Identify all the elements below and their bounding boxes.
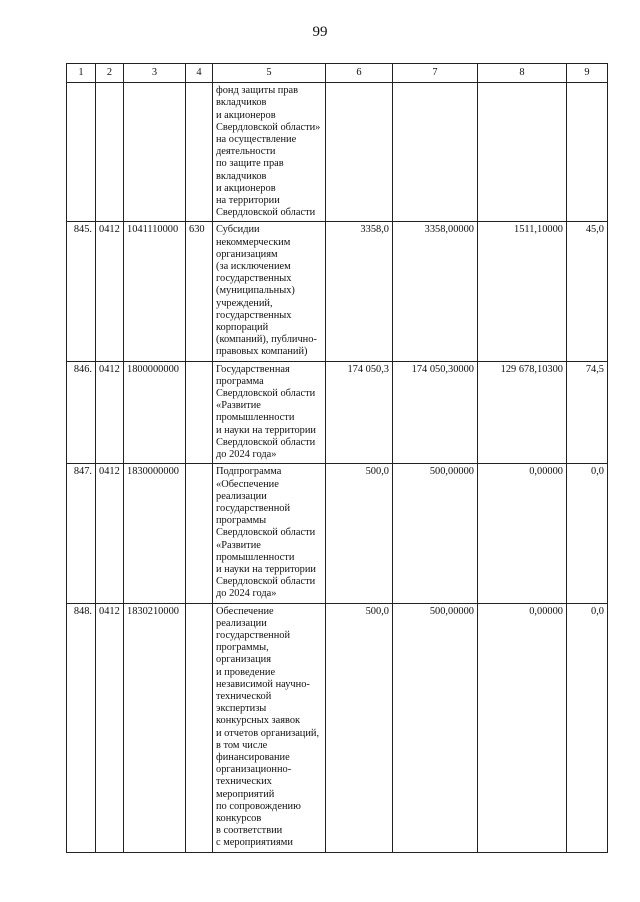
executed-amount: 1511,10000: [478, 222, 567, 361]
expense-type-code: [186, 603, 213, 852]
row-number: 845.: [67, 222, 96, 361]
item-name-line: мероприятий: [216, 788, 275, 800]
item-name: [213, 361, 326, 464]
item-name-line: в том числе: [216, 739, 268, 751]
executed-amount: 129 678,10300: [478, 361, 567, 464]
expense-type-code: 630: [186, 222, 213, 361]
header-col-2: 2: [96, 64, 124, 83]
execution-percent: [567, 83, 608, 222]
section-code: [96, 83, 124, 222]
item-name-line: организациям: [216, 248, 278, 260]
item-name-line: конкурсов: [216, 812, 262, 824]
item-name-line: и проведение: [216, 666, 276, 678]
planned-amount: 174 050,30000: [393, 361, 478, 464]
item-name-line: организация: [216, 654, 272, 666]
budget-table: [66, 63, 608, 853]
item-name-line: промышленности: [216, 551, 295, 563]
item-name-line: (компаний), публично-: [216, 334, 317, 346]
item-name-line: Подпрограмма: [216, 466, 282, 478]
execution-percent: 74,5: [567, 361, 608, 464]
approved-amount: 500,0: [326, 603, 393, 852]
item-name-line: государственных: [216, 309, 292, 321]
section-code: 0412: [96, 603, 124, 852]
header-row: [67, 64, 608, 83]
table-row: [67, 464, 608, 603]
header-col-7: 7: [393, 64, 478, 83]
approved-amount: 174 050,3: [326, 361, 393, 464]
page-number: 99: [312, 24, 328, 40]
item-name-line: некоммерческим: [216, 236, 291, 248]
item-name: [213, 464, 326, 603]
section-code: 0412: [96, 361, 124, 464]
item-name-line: (за исключением: [216, 261, 291, 273]
executed-amount: [478, 83, 567, 222]
item-name-line: Обеспечение: [216, 605, 274, 617]
item-name-line: по сопровождению: [216, 800, 301, 812]
header-col-1: 1: [67, 64, 96, 83]
item-name-line: Свердловской области: [216, 388, 316, 400]
item-name-line: технической: [216, 690, 272, 702]
table-row: [67, 222, 608, 361]
item-name-line: программы,: [216, 642, 269, 654]
approved-amount: 500,0: [326, 464, 393, 603]
item-name-line: Субсидии: [216, 224, 260, 236]
executed-amount: 0,00000: [478, 603, 567, 852]
header-col-8: 8: [478, 64, 567, 83]
item-name-line: программы: [216, 515, 267, 527]
header-col-9: 9: [567, 64, 608, 83]
target-article-code: [124, 83, 186, 222]
item-name-line: (муниципальных): [216, 285, 295, 297]
execution-percent: 0,0: [567, 464, 608, 603]
item-name-line: Свердловской области: [216, 576, 316, 588]
item-name-line: на осуществление: [216, 134, 297, 146]
item-name-line: фонд защиты прав: [216, 85, 299, 97]
item-name-line: с мероприятиями: [216, 837, 293, 849]
section-code: 0412: [96, 222, 124, 361]
expense-type-code: [186, 361, 213, 464]
planned-amount: 3358,00000: [393, 222, 478, 361]
item-name-line: и акционеров: [216, 109, 276, 121]
item-name-line: независимой научно-: [216, 678, 310, 690]
item-name-line: технических: [216, 776, 272, 788]
row-number: [67, 83, 96, 222]
item-name-line: правовых компаний): [216, 346, 308, 358]
item-name-line: организационно-: [216, 764, 292, 776]
planned-amount: 500,00000: [393, 464, 478, 603]
item-name: [213, 222, 326, 361]
item-name-line: «Обеспечение: [216, 478, 279, 490]
item-name-line: реализации: [216, 617, 267, 629]
expense-type-code: [186, 83, 213, 222]
target-article-code: 1041110000: [124, 222, 186, 361]
item-name: [213, 603, 326, 852]
item-name-line: финансирование: [216, 751, 290, 763]
item-name-line: «Развитие: [216, 539, 261, 551]
item-name-line: промышленности: [216, 412, 295, 424]
item-name-line: деятельности: [216, 146, 276, 158]
execution-percent: 45,0: [567, 222, 608, 361]
header-col-3: 3: [124, 64, 186, 83]
item-name-line: учреждений,: [216, 297, 273, 309]
target-article-code: 1830000000: [124, 464, 186, 603]
table-row: [67, 361, 608, 464]
item-name-line: конкурсных заявок: [216, 715, 301, 727]
item-name-line: до 2024 года»: [216, 588, 277, 600]
item-name-line: Свердловской области: [216, 436, 316, 448]
item-name-line: Свердловской области»: [216, 121, 321, 133]
approved-amount: [326, 83, 393, 222]
row-number: 848.: [67, 603, 96, 852]
item-name-line: и отчетов организаций,: [216, 727, 320, 739]
item-name-line: Свердловской области: [216, 207, 316, 219]
item-name-line: программа: [216, 375, 264, 387]
item-name-line: Свердловской области: [216, 527, 316, 539]
item-name-line: и акционеров: [216, 182, 276, 194]
item-name-line: Государственная: [216, 363, 290, 375]
item-name-line: государственной: [216, 502, 291, 514]
planned-amount: 500,00000: [393, 603, 478, 852]
item-name-line: по защите прав: [216, 158, 284, 170]
expense-type-code: [186, 464, 213, 603]
executed-amount: 0,00000: [478, 464, 567, 603]
section-code: 0412: [96, 464, 124, 603]
item-name-line: вкладчиков: [216, 170, 267, 182]
header-col-6: 6: [326, 64, 393, 83]
approved-amount: 3358,0: [326, 222, 393, 361]
item-name-line: реализации: [216, 490, 267, 502]
header-col-5: 5: [213, 64, 326, 83]
execution-percent: 0,0: [567, 603, 608, 852]
item-name-line: корпораций: [216, 322, 269, 334]
item-name-line: экспертизы: [216, 703, 267, 715]
target-article-code: 1800000000: [124, 361, 186, 464]
row-number: 847.: [67, 464, 96, 603]
item-name-line: государственной: [216, 629, 291, 641]
item-name-line: вкладчиков: [216, 97, 267, 109]
item-name-line: на территории: [216, 195, 280, 207]
item-name-line: «Развитие: [216, 400, 261, 412]
table-row: [67, 603, 608, 852]
item-name-line: государственных: [216, 273, 292, 285]
item-name: [213, 83, 326, 222]
item-name-line: до 2024 года»: [216, 449, 277, 461]
item-name-line: и науки на территории: [216, 424, 316, 436]
item-name-line: в соответствии: [216, 825, 283, 837]
item-name-line: и науки на территории: [216, 563, 316, 575]
row-number: 846.: [67, 361, 96, 464]
target-article-code: 1830210000: [124, 603, 186, 852]
table-row: [67, 83, 608, 222]
header-col-4: 4: [186, 64, 213, 83]
planned-amount: [393, 83, 478, 222]
